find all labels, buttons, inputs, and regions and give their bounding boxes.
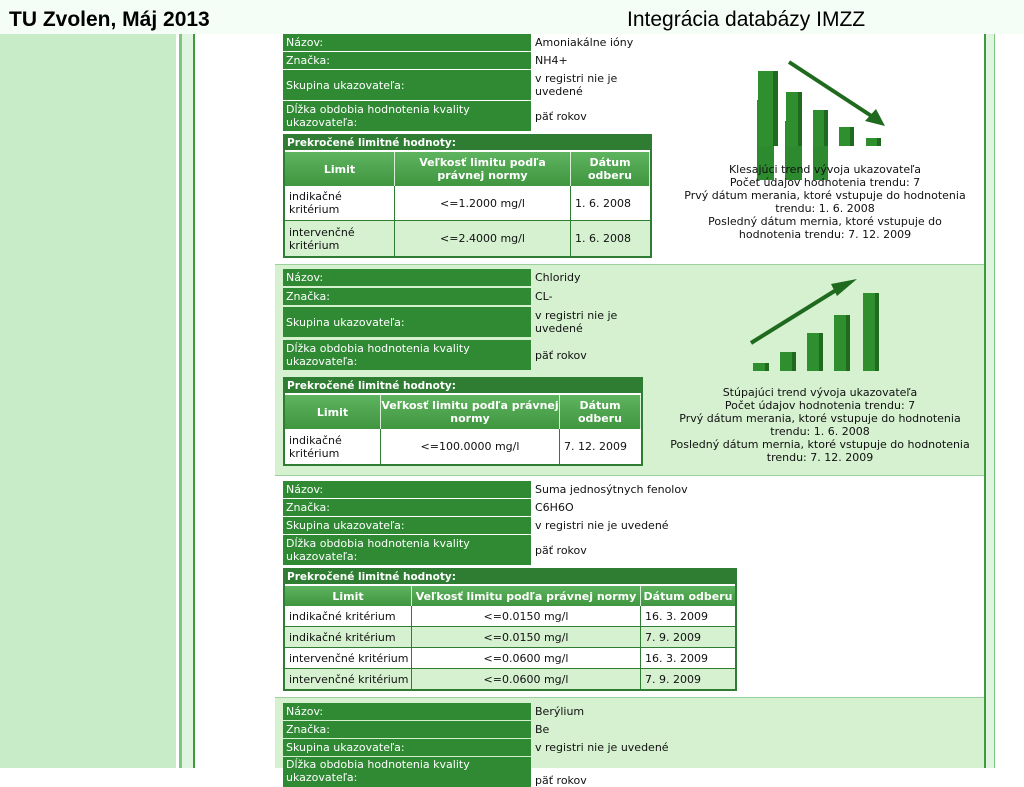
- slide-header: [0, 0, 1024, 34]
- column-header-limit: Limit: [285, 152, 395, 186]
- property-value: päť rokov: [535, 774, 587, 787]
- property-value: Be: [535, 723, 550, 736]
- left-divider: [193, 34, 195, 768]
- property-label: Názov:: [283, 703, 531, 720]
- column-header-limit: Limit: [285, 586, 412, 606]
- property-value: v registri nie je uvedené: [535, 309, 618, 335]
- trend-last-date: Posledný dátum mernia, ktoré vstupuje do hodnotenia trendu: 7. 12. 2009: [670, 438, 970, 464]
- property-value: päť rokov: [535, 109, 587, 123]
- table-cell-value: <=2.4000 mg/l: [395, 221, 571, 256]
- property-label: Dĺžka obdobia hodnotenia kvality ukazovateľa:: [283, 757, 531, 787]
- table-cell-limit: indikačné kritérium: [285, 606, 412, 627]
- trend-first-date: Prvý dátum merania, ktoré vstupuje do hodnotenia trendu: 1. 6. 2008: [679, 412, 961, 438]
- property-label: Značka:: [283, 499, 531, 516]
- property-label: Značka:: [283, 721, 531, 738]
- table-cell-limit: indikačné kritérium: [285, 627, 412, 648]
- table-cell-date: 16. 3. 2009: [641, 606, 735, 627]
- indicator-block-chlorides: [275, 265, 984, 476]
- property-label: Názov:: [283, 269, 531, 286]
- column-header-date: Dátum odberu: [560, 395, 641, 429]
- property-label: Skupina ukazovateľa:: [283, 70, 531, 100]
- property-label: Značka:: [283, 288, 531, 305]
- table-cell-limit: indikačné kritérium: [285, 429, 381, 464]
- right-divider: [986, 34, 994, 768]
- table-cell-date: 7. 9. 2009: [641, 669, 735, 689]
- header-right-title: Integrácia databázy IMZZ: [627, 8, 866, 31]
- increasing-trend-icon: [749, 277, 889, 377]
- trend-first-date: Prvý dátum merania, ktoré vstupuje do hodnotenia trendu: 1. 6. 2008: [684, 189, 966, 215]
- property-value: NH4+: [535, 54, 568, 67]
- property-value: v registri nie je uvedené: [535, 72, 618, 98]
- column-header-limit-value: Veľkosť limitu podľa právnej normy: [412, 586, 641, 606]
- property-label: Skupina ukazovateľa:: [283, 739, 531, 756]
- property-label: Značka:: [283, 52, 531, 69]
- trend-title: Stúpajúci trend vývoja ukazovateľa: [722, 386, 918, 399]
- column-header-date: Dátum odberu: [571, 152, 650, 186]
- table-cell-date: 7. 9. 2009: [641, 627, 735, 648]
- indicator-block-ammonium: [275, 34, 984, 265]
- trend-description: [670, 163, 980, 241]
- limits-table: [283, 568, 737, 691]
- property-value: päť rokov: [535, 348, 587, 362]
- property-value: Amoniakálne ióny: [535, 36, 634, 49]
- limits-table-caption: Prekročené limitné hodnoty:: [285, 570, 735, 584]
- property-label: Skupina ukazovateľa:: [283, 517, 531, 534]
- property-label: Skupina ukazovateľa:: [283, 307, 531, 337]
- property-value: Chloridy: [535, 271, 581, 284]
- table-cell-value: <=0.0600 mg/l: [412, 669, 641, 689]
- left-panel: [0, 34, 176, 768]
- table-cell-value: <=0.0150 mg/l: [412, 627, 641, 648]
- table-cell-limit: indikačné kritérium: [285, 186, 395, 221]
- table-cell-date: 7. 12. 2009: [560, 429, 641, 464]
- property-value: päť rokov: [535, 543, 587, 557]
- table-cell-limit: intervenčné kritérium: [285, 221, 395, 256]
- property-value: Berýlium: [535, 705, 585, 718]
- right-margin: [995, 34, 1024, 768]
- property-label: Dĺžka obdobia hodnotenia kvality ukazovateľa:: [283, 101, 531, 131]
- property-value: C6H6O: [535, 501, 574, 514]
- property-value: v registri nie je uvedené: [535, 741, 669, 754]
- table-cell-value: <=0.0600 mg/l: [412, 648, 641, 669]
- limits-table: [283, 377, 643, 466]
- column-header-limit-value: Veľkosť limitu podľa právnej normy: [395, 152, 571, 186]
- property-label: Názov:: [283, 34, 531, 51]
- column-header-limit: Limit: [285, 395, 381, 429]
- property-value: Suma jednosýtnych fenolov: [535, 483, 688, 496]
- property-label: Dĺžka obdobia hodnotenia kvality ukazovateľa:: [283, 535, 531, 565]
- table-cell-limit: intervenčné kritérium: [285, 648, 412, 669]
- table-cell-date: 16. 3. 2009: [641, 648, 735, 669]
- column-header-limit-value: Veľkosť limitu podľa právnej normy: [381, 395, 560, 429]
- limits-table-caption: Prekročené limitné hodnoty:: [285, 379, 641, 393]
- property-value: CL-: [535, 290, 553, 303]
- property-label: Dĺžka obdobia hodnotenia kvality ukazovateľa:: [283, 340, 531, 370]
- property-value: v registri nie je uvedené: [535, 519, 669, 532]
- limits-table-caption: Prekročené limitné hodnoty:: [285, 136, 650, 150]
- column-header-date: Dátum odberu: [641, 586, 735, 606]
- header-left-title: TU Zvolen, Máj 2013: [9, 8, 210, 31]
- left-divider: [182, 34, 193, 768]
- table-cell-date: 1. 6. 2008: [571, 221, 650, 256]
- indicator-block-beryllium: [275, 698, 984, 787]
- table-cell-value: <=1.2000 mg/l: [395, 186, 571, 221]
- trend-count: Počet údajov hodnotenia trendu: 7: [729, 176, 921, 189]
- decreasing-trend-icon: [755, 59, 905, 159]
- table-cell-value: <=0.0150 mg/l: [412, 606, 641, 627]
- table-cell-value: <=100.0000 mg/l: [381, 429, 560, 464]
- property-label: Názov:: [283, 481, 531, 498]
- trend-last-date: Posledný dátum mernia, ktoré vstupuje do hodnotenia trendu: 7. 12. 2009: [708, 215, 942, 241]
- trend-description: [660, 386, 980, 464]
- indicator-block-phenols: [275, 476, 984, 698]
- trend-title: Klesajúci trend vývoja ukazovateľa: [728, 163, 922, 176]
- trend-count: Počet údajov hodnotenia trendu: 7: [724, 399, 916, 412]
- table-cell-date: 1. 6. 2008: [571, 186, 650, 221]
- table-cell-limit: intervenčné kritérium: [285, 669, 412, 689]
- limits-table: [283, 134, 652, 258]
